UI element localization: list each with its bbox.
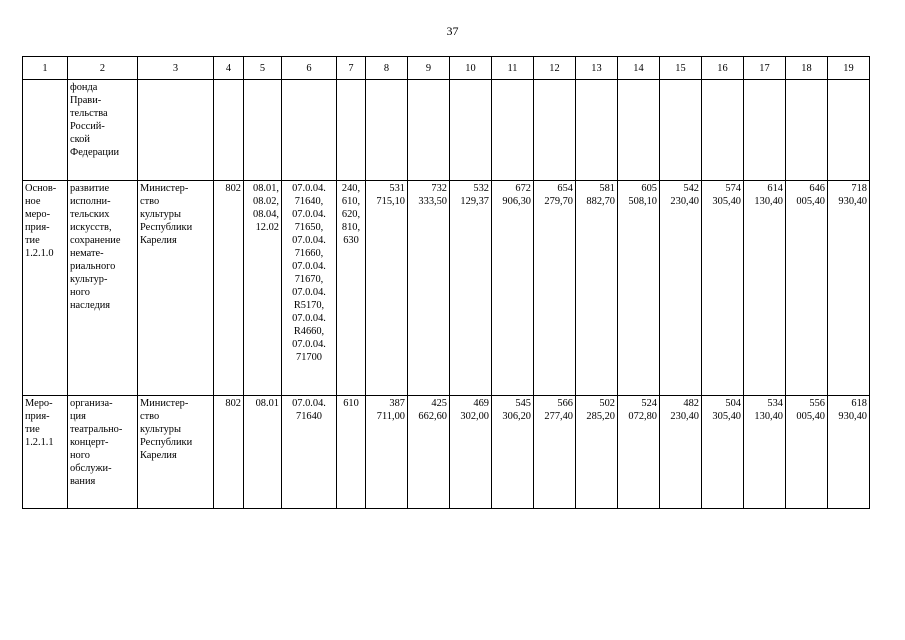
table-cell xyxy=(282,80,337,181)
column-header: 7 xyxy=(337,57,366,80)
table-cell xyxy=(534,80,576,181)
table-cell xyxy=(702,80,744,181)
table-cell: 482 230,40 xyxy=(660,396,702,509)
table-cell xyxy=(828,80,870,181)
table-cell: 531 715,10 xyxy=(366,181,408,396)
table-cell: 574 305,40 xyxy=(702,181,744,396)
table-cell: 618 930,40 xyxy=(828,396,870,509)
table-cell: Министер- ство культуры Республики Карелия xyxy=(138,181,214,396)
table-cell: Основ- ное меро- прия- тие 1.2.1.0 xyxy=(23,181,68,396)
header-row xyxy=(23,57,870,80)
column-header: 17 xyxy=(744,57,786,80)
table-cell: 524 072,80 xyxy=(618,396,660,509)
table-cell xyxy=(786,80,828,181)
column-header: 15 xyxy=(660,57,702,80)
column-header: 2 xyxy=(68,57,138,80)
table-cell xyxy=(138,80,214,181)
table-cell: 08.01 xyxy=(244,396,282,509)
table-cell: фонда Прави- тельства Россий- ской Федерации xyxy=(68,80,138,181)
table-cell: организа- ция театрально- концерт- ного обслужи- вания xyxy=(68,396,138,509)
table-cell: 802 xyxy=(214,396,244,509)
column-header: 18 xyxy=(786,57,828,80)
table-cell xyxy=(408,80,450,181)
table-cell: 545 306,20 xyxy=(492,396,534,509)
column-header: 9 xyxy=(408,57,450,80)
table-cell: 581 882,70 xyxy=(576,181,618,396)
table-cell: 732 333,50 xyxy=(408,181,450,396)
table-cell xyxy=(744,80,786,181)
column-header: 3 xyxy=(138,57,214,80)
table-cell: 502 285,20 xyxy=(576,396,618,509)
table-cell xyxy=(244,80,282,181)
table-cell: 614 130,40 xyxy=(744,181,786,396)
page-number: 37 xyxy=(446,24,459,38)
column-header: 8 xyxy=(366,57,408,80)
column-header: 10 xyxy=(450,57,492,80)
table-cell: 610 xyxy=(337,396,366,509)
table-cell: 802 xyxy=(214,181,244,396)
column-header: 5 xyxy=(244,57,282,80)
table-cell xyxy=(576,80,618,181)
column-header: 4 xyxy=(214,57,244,80)
table-cell: 718 930,40 xyxy=(828,181,870,396)
column-header: 16 xyxy=(702,57,744,80)
table-cell xyxy=(450,80,492,181)
table-cell: 542 230,40 xyxy=(660,181,702,396)
table-cell: 556 005,40 xyxy=(786,396,828,509)
table-cell xyxy=(214,80,244,181)
table-cell xyxy=(492,80,534,181)
table-cell: 425 662,60 xyxy=(408,396,450,509)
column-header: 19 xyxy=(828,57,870,80)
table-cell: 605 508,10 xyxy=(618,181,660,396)
table-cell xyxy=(618,80,660,181)
column-header: 1 xyxy=(23,57,68,80)
table-cell: 654 279,70 xyxy=(534,181,576,396)
table-cell: 504 305,40 xyxy=(702,396,744,509)
table-cell: 672 906,30 xyxy=(492,181,534,396)
table-cell: 240, 610, 620, 810, 630 xyxy=(337,181,366,396)
table-cell: развитие исполни- тельских искусств, сохранение немате- риального культур- ного наследия xyxy=(68,181,138,396)
column-header: 6 xyxy=(282,57,337,80)
table-cell: 07.0.04. 71640 xyxy=(282,396,337,509)
table-cell xyxy=(366,80,408,181)
table-cell: Министер- ство культуры Республики Карелия xyxy=(138,396,214,509)
table-cell xyxy=(337,80,366,181)
table-cell: 07.0.04. 71640, 07.0.04. 71650, 07.0.04. 71660, 07.0.04. 71670, 07.0.04. R5170, 07.0.04. R4660, 07.0.04. 71700 xyxy=(282,181,337,396)
budget-table xyxy=(22,56,870,509)
table-cell: Меро- прия- тие 1.2.1.1 xyxy=(23,396,68,509)
table-row xyxy=(23,181,870,396)
column-header: 11 xyxy=(492,57,534,80)
table-row xyxy=(23,396,870,509)
table-cell: 387 711,00 xyxy=(366,396,408,509)
column-header: 12 xyxy=(534,57,576,80)
table-cell: 534 130,40 xyxy=(744,396,786,509)
table-cell xyxy=(23,80,68,181)
table-cell: 469 302,00 xyxy=(450,396,492,509)
table-cell: 08.01, 08.02, 08.04, 12.02 xyxy=(244,181,282,396)
table-cell: 646 005,40 xyxy=(786,181,828,396)
column-header: 14 xyxy=(618,57,660,80)
table-cell xyxy=(660,80,702,181)
column-header: 13 xyxy=(576,57,618,80)
table-cell: 566 277,40 xyxy=(534,396,576,509)
table-row xyxy=(23,80,870,181)
table-cell: 532 129,37 xyxy=(450,181,492,396)
